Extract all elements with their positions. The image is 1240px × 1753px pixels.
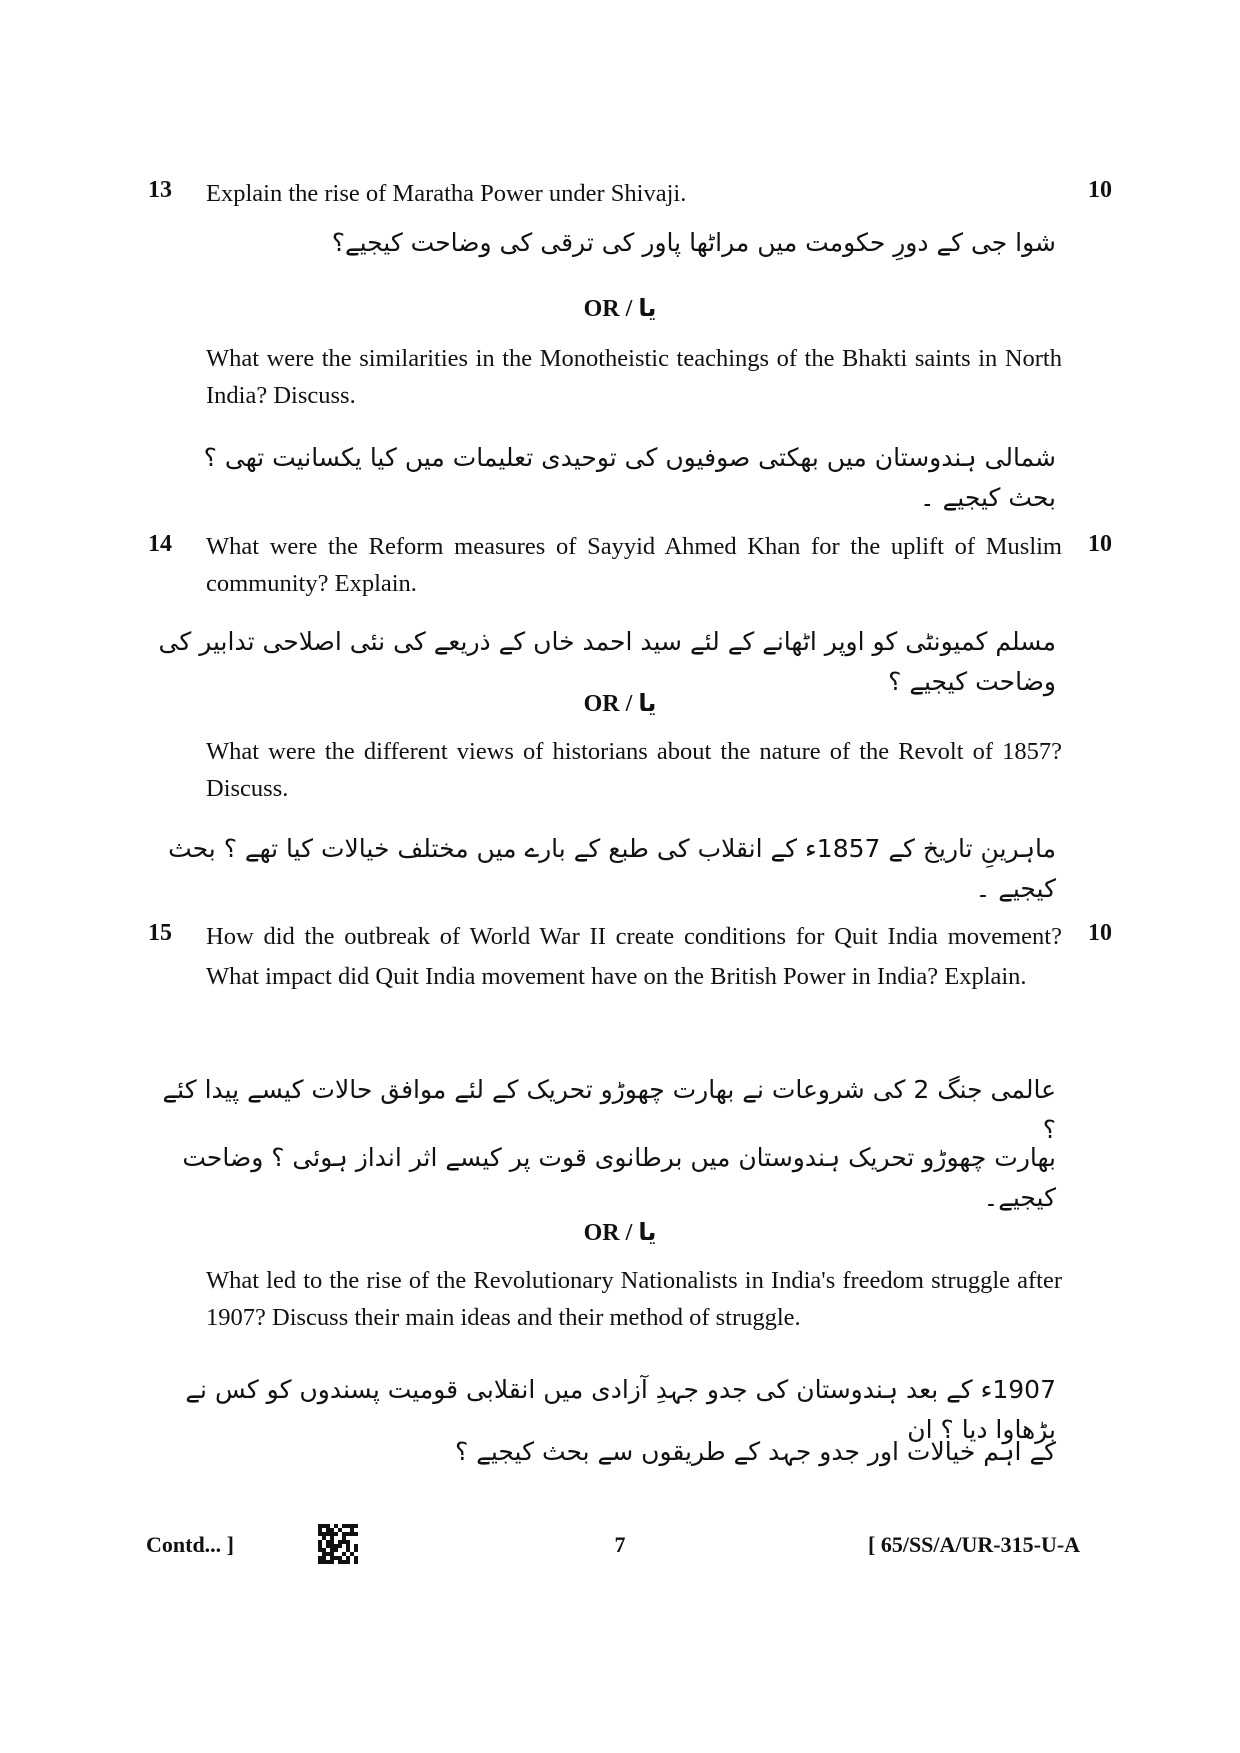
or-separator (0, 294, 1240, 323)
question-marks: 10 (1088, 920, 1112, 946)
question-text-urdu: شوا جی کے دورِ حکومت میں مراٹھا پاور کی ترقی کی وضاحت کیجیے؟ (331, 228, 1056, 257)
alternative-question-urdu: ماہرینِ تاریخ کے 1857ء کے انقلاب کی طبع کے بارے میں مختلف خیالات کیا تھے ؟ بحث کیجیے ۔ (168, 834, 1056, 903)
or-separator (0, 689, 1240, 718)
question-number: 13 (148, 177, 172, 203)
question-text-english: Explain the rise of Maratha Power under Shivaji. (206, 180, 687, 207)
question-text-urdu-line-2: بھارت چھوڑو تحریک ہندوستان میں برطانوی قوت پر کیسے اثر انداز ہوئی ؟ وضاحت کیجیے۔ (182, 1143, 1056, 1212)
alternative-question-english: What were the similarities in the Monotheistic teachings of the Bhakti saints in North India? Discuss. (206, 345, 1062, 409)
alternative-question-english: What were the different views of historians about the nature of the Revolt of 1857? Discuss. (206, 738, 1062, 802)
or-label: OR / (583, 1220, 639, 1246)
continued-label: Contd... ] (146, 1532, 235, 1557)
alternative-question-urdu: شمالی ہندوستان میں بھکتی صوفیوں کی توحیدی تعلیمات میں کیا یکسانیت تھی ؟ بحث کیجیے ۔ (203, 443, 1056, 512)
alternative-question-urdu-line-1: 1907ء کے بعد ہندوستان کی جدو جہدِ آزادی میں انقلابی قومیت پسندوں کو کس نے بڑھاوا دیا ؟ ان (185, 1375, 1056, 1444)
or-label-urdu: یا (638, 689, 657, 717)
or-label-urdu: یا (638, 294, 657, 322)
qr-code-icon (318, 1524, 358, 1564)
question-marks: 10 (1088, 531, 1112, 557)
or-label-urdu: یا (638, 1218, 657, 1246)
or-label: OR / (583, 296, 639, 322)
alternative-question-urdu-line-2: کے اہم خیالات اور جدو جہد کے طریقوں سے بحث کیجیے ؟ (455, 1437, 1056, 1466)
question-number: 14 (148, 531, 172, 557)
question-text-english: What were the Reform measures of Sayyid Ahmed Khan for the uplift of Muslim community? Explain. (206, 533, 1062, 597)
paper-code: [ 65/SS/A/UR-315-U-A (868, 1532, 1081, 1557)
or-separator (0, 1218, 1240, 1247)
question-number: 15 (148, 920, 172, 946)
or-label: OR / (583, 691, 639, 717)
question-text-english: How did the outbreak of World War II create conditions for Quit India movement? What impact did Quit India movement have on the British Power in India? Explain. (206, 923, 1062, 990)
page-number: 7 (614, 1532, 626, 1557)
question-text-urdu: مسلم کمیونٹی کو اوپر اٹھانے کے لئے سید احمد خاں کے ذریعے کی نئی اصلاحی تدابیر کی وضاحت کیجیے ؟ (158, 627, 1056, 696)
question-marks: 10 (1088, 177, 1112, 203)
question-text-urdu-line-1: عالمی جنگ 2 کی شروعات نے بھارت چھوڑو تحریک کے لئے موافق حالات کیسے پیدا کئے ؟ (162, 1075, 1056, 1144)
alternative-question-english: What led to the rise of the Revolutionary Nationalists in India's freedom struggle after 1907? Discuss their main ideas and their method of struggle. (206, 1267, 1062, 1331)
